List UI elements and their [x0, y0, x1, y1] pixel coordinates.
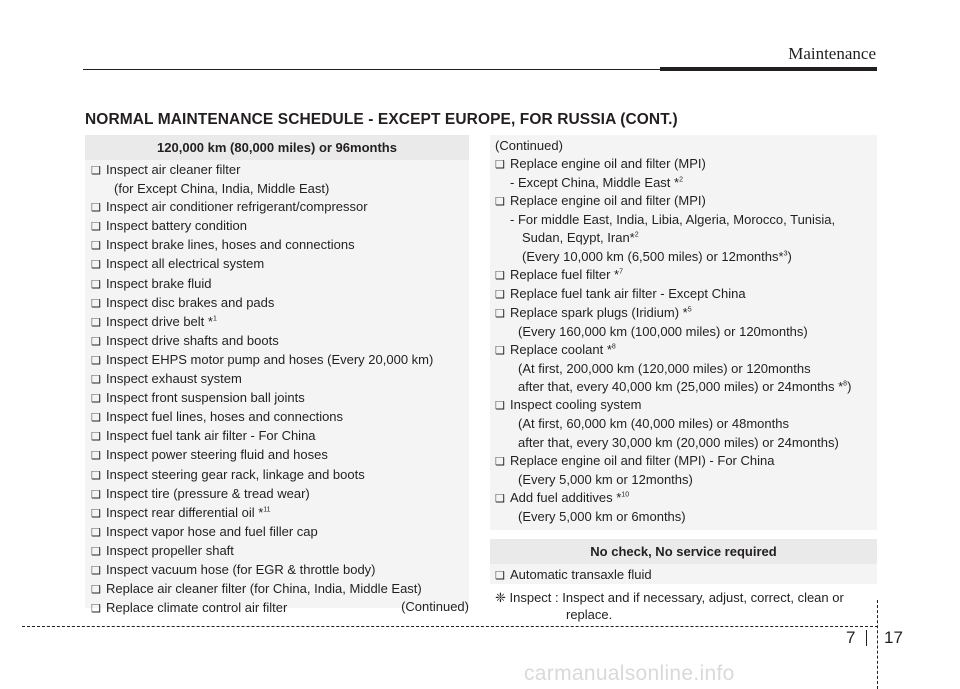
- checklist-item-continuation: [495, 211, 877, 229]
- checkbox-icon: ❑: [495, 570, 505, 582]
- item-text: Inspect exhaust system: [106, 371, 242, 387]
- left-continued-label: (Continued): [401, 599, 469, 614]
- item-text: (Every 160,000 km (100,000 miles) or 120months): [518, 323, 808, 339]
- header-rule-thick: [660, 67, 877, 71]
- checkbox-icon: ❑: [495, 492, 505, 505]
- item-text: (Every 5,000 km or 6months): [518, 508, 686, 524]
- checklist-item-continuation: [495, 378, 877, 396]
- footnote-marker: 7: [619, 268, 624, 276]
- checkbox-icon: ❑: [91, 259, 101, 272]
- checklist-item: [495, 192, 877, 211]
- header-rule-thin: [83, 69, 660, 70]
- checklist-item: [495, 304, 877, 323]
- item-text: Inspect EHPS motor pump and hoses (Every 20,000 km): [106, 351, 434, 367]
- checkbox-icon: ❑: [91, 316, 101, 329]
- item-text: Inspect rear differential oil *: [106, 504, 264, 520]
- checklist-item: [91, 161, 469, 180]
- checkbox-icon: ❑: [495, 345, 505, 358]
- item-text: - For middle East, India, Libia, Algeria, Morocco, Tunisia,: [510, 212, 836, 228]
- checkbox-icon: ❑: [495, 307, 505, 320]
- item-text: Inspect brake lines, hoses and connections: [106, 237, 355, 253]
- item-text: Inspect tire (pressure & tread wear): [106, 485, 310, 501]
- item-text: Inspect cooling system: [510, 397, 642, 413]
- checklist-item-continuation: [495, 229, 877, 247]
- item-text: Inspect air conditioner refrigerant/compressor: [106, 199, 368, 215]
- checkbox-icon: ❑: [91, 354, 101, 367]
- footnote-marker: 2: [679, 176, 683, 184]
- item-text: Inspect fuel lines, hoses and connections: [106, 409, 344, 425]
- footnote-marker: 8: [843, 380, 848, 388]
- right-column: [490, 135, 877, 584]
- checkbox-icon: ❑: [91, 545, 101, 558]
- checkbox-icon: ❑: [91, 488, 101, 501]
- item-text: (Every 10,000 km (6,500 miles) or 12months*: [522, 248, 784, 264]
- item-text: - Except China, Middle East *: [510, 175, 680, 191]
- right-item-list: [490, 135, 877, 530]
- item-text: Inspect air cleaner filter: [106, 162, 241, 177]
- item-text: Inspect steering gear rack, linkage and boots: [106, 466, 365, 482]
- item-text: Replace climate control air filter: [106, 600, 288, 616]
- checklist-item: [91, 427, 469, 446]
- footnote-marker: 11: [263, 506, 271, 514]
- item-text-tail: ): [847, 379, 852, 395]
- checkbox-icon: ❑: [91, 393, 101, 406]
- watermark: carmanualsonline.info: [524, 662, 735, 685]
- checkbox-icon: ❑: [495, 269, 505, 282]
- item-text: Inspect disc brakes and pads: [106, 294, 275, 310]
- checklist-item-continuation: [495, 360, 877, 378]
- item-text: (Every 5,000 km or 12months): [518, 471, 693, 487]
- checkbox-icon: ❑: [495, 196, 505, 209]
- checklist-item: [495, 452, 877, 471]
- checklist-item: [495, 341, 877, 360]
- checkbox-icon: ❑: [91, 240, 101, 253]
- item-text: Inspect propeller shaft: [106, 542, 234, 558]
- checklist-item: [91, 217, 469, 236]
- item-text: Inspect vacuum hose (for EGR & throttle body): [106, 561, 376, 577]
- checklist-item: [91, 255, 469, 274]
- checklist-item-continuation: [91, 180, 469, 198]
- item-text: (for Except China, India, Middle East): [114, 181, 330, 197]
- footnote-marker: 1: [212, 315, 217, 323]
- checkbox-icon: ❑: [495, 455, 505, 468]
- item-text: Inspect brake fluid: [106, 275, 212, 291]
- item-text: Replace air cleaner filter (for China, India, Middle East): [106, 581, 422, 597]
- footer-dashed-rule: [22, 626, 878, 627]
- page-number-separator: [866, 630, 867, 646]
- left-column: [85, 135, 469, 616]
- checklist-item: [91, 198, 469, 217]
- checklist-item: [495, 155, 877, 174]
- item-text: Replace engine oil and filter (MPI): [510, 156, 706, 172]
- checklist-item: [91, 313, 469, 332]
- item-text: Replace spark plugs (Iridium) *: [510, 304, 688, 320]
- checklist-item: [91, 485, 469, 504]
- inspect-note: [495, 589, 877, 623]
- checklist-item-continuation: [495, 248, 877, 266]
- item-text: Inspect all electrical system: [106, 256, 265, 272]
- checkbox-icon: ❑: [495, 159, 505, 172]
- item-text: Inspect drive belt *: [106, 313, 213, 329]
- item-text: Automatic transaxle fluid: [510, 567, 652, 582]
- item-text: Inspect power steering fluid and hoses: [106, 447, 328, 463]
- item-text: (At first, 60,000 km (40,000 miles) or 48months: [518, 416, 789, 432]
- item-text: Replace engine oil and filter (MPI): [510, 193, 706, 209]
- footnote-marker: 5: [687, 306, 692, 314]
- note-line-1: ❈ Inspect : Inspect and if necessary, adjust, correct, clean or: [495, 590, 844, 605]
- footnote-marker: 3: [783, 250, 788, 258]
- item-text: Inspect battery condition: [106, 218, 247, 234]
- page-heading: NORMAL MAINTENANCE SCHEDULE - EXCEPT EUROPE, FOR RUSSIA (CONT.): [85, 111, 678, 128]
- item-text: Replace fuel filter *: [510, 266, 620, 282]
- item-text: (At first, 200,000 km (120,000 miles) or 120months: [518, 361, 811, 377]
- checkbox-icon: ❑: [91, 507, 101, 520]
- checkbox-icon: ❑: [91, 165, 101, 177]
- footer-dashed-vertical: [877, 600, 878, 689]
- checkbox-icon: ❑: [91, 412, 101, 425]
- right-continued-label: (Continued): [495, 138, 563, 153]
- no-check-list: [490, 564, 877, 584]
- checklist-item: [91, 466, 469, 485]
- item-text: Replace coolant *: [510, 342, 612, 358]
- item-text: Inspect vapor hose and fuel filler cap: [106, 523, 318, 539]
- checklist-item: [91, 236, 469, 255]
- checklist-item: [91, 275, 469, 294]
- page-number: 17: [884, 628, 903, 647]
- checkbox-icon: ❑: [91, 297, 101, 310]
- checklist-item: [91, 504, 469, 523]
- item-text: Inspect front suspension ball joints: [106, 390, 305, 406]
- item-text: Replace fuel tank air filter - Except China: [510, 285, 746, 301]
- checkbox-icon: ❑: [91, 278, 101, 291]
- chapter-number: 7: [846, 628, 856, 647]
- checkbox-icon: ❑: [91, 564, 101, 577]
- checkbox-icon: ❑: [91, 584, 101, 597]
- checklist-item: [91, 351, 469, 370]
- item-text: after that, every 40,000 km (25,000 miles) or 24months *: [518, 379, 844, 395]
- checklist-item: [91, 523, 469, 542]
- checklist-item: [495, 489, 877, 508]
- item-text: Inspect fuel tank air filter - For China: [106, 428, 316, 444]
- checklist-item: [91, 389, 469, 408]
- checklist-item-continuation: [495, 174, 877, 192]
- item-text-tail: ): [787, 248, 792, 264]
- checklist-item: [91, 446, 469, 465]
- no-check-header: No check, No service required: [490, 539, 877, 564]
- checklist-item: [495, 396, 877, 415]
- section-title: Maintenance: [788, 44, 876, 63]
- checkbox-icon: ❑: [495, 288, 505, 301]
- checklist-item-continuation: [495, 471, 877, 489]
- checkbox-icon: ❑: [495, 400, 505, 413]
- footnote-marker: 2: [634, 232, 639, 240]
- checklist-item: [495, 266, 877, 285]
- checkbox-icon: ❑: [91, 603, 101, 616]
- item-text: Sudan, Eqypt, Iran*: [522, 230, 635, 246]
- checklist-item-continuation: [495, 434, 877, 452]
- checkbox-icon: ❑: [91, 469, 101, 482]
- checklist-item: [91, 561, 469, 580]
- checklist-item: [91, 408, 469, 427]
- checklist-item-continuation: [495, 508, 877, 526]
- checklist-item: [91, 294, 469, 313]
- checkbox-icon: ❑: [91, 374, 101, 387]
- checklist-item: [495, 285, 877, 304]
- left-interval-header: 120,000 km (80,000 miles) or 96months: [85, 135, 469, 160]
- footnote-marker: 10: [621, 491, 630, 499]
- item-text: after that, every 30,000 km (20,000 miles) or 24months): [518, 434, 839, 450]
- right-items: [495, 155, 877, 526]
- checklist-item-continuation: [495, 415, 877, 433]
- item-text: Replace engine oil and filter (MPI) - For China: [510, 452, 775, 468]
- checklist-item: [91, 332, 469, 351]
- checklist-item: [91, 580, 469, 599]
- footnote-marker: 8: [611, 343, 616, 351]
- checkbox-icon: ❑: [91, 221, 101, 234]
- checklist-item: [91, 370, 469, 389]
- checklist-item: [91, 542, 469, 561]
- checklist-item: [495, 566, 877, 585]
- checkbox-icon: ❑: [91, 202, 101, 215]
- checklist-item-continuation: [495, 323, 877, 341]
- checkbox-icon: ❑: [91, 450, 101, 463]
- checkbox-icon: ❑: [91, 335, 101, 348]
- item-text: Add fuel additives *: [510, 489, 622, 505]
- item-text: Inspect drive shafts and boots: [106, 332, 279, 348]
- left-item-list: [85, 160, 469, 616]
- note-line-2: replace.: [566, 607, 613, 622]
- checkbox-icon: ❑: [91, 431, 101, 444]
- checkbox-icon: ❑: [91, 526, 101, 539]
